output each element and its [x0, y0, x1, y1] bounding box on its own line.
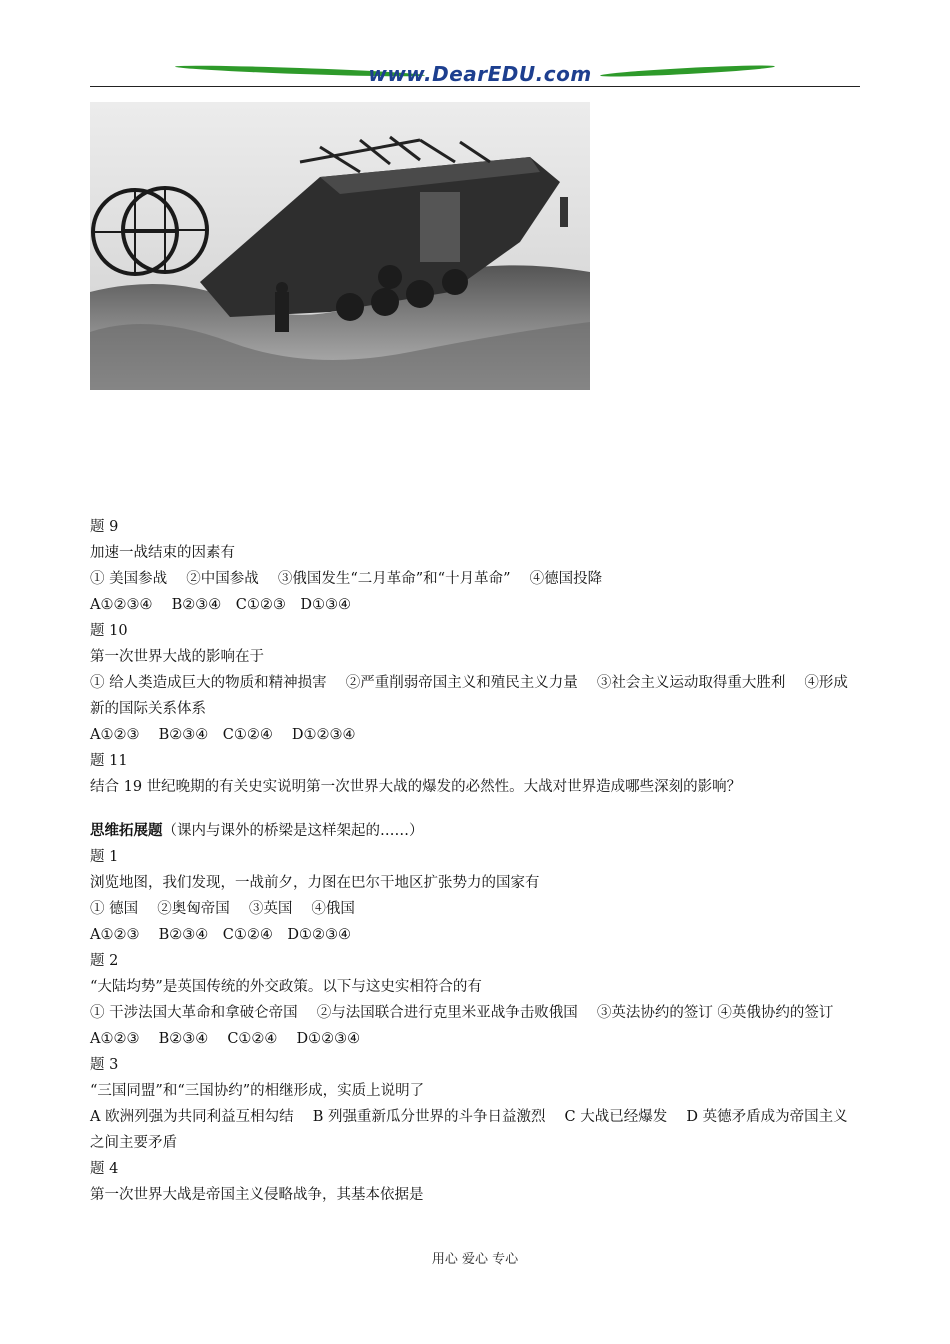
header-rule — [90, 86, 860, 87]
question-label: 题 10 — [90, 623, 128, 639]
question-stem: 第一次世界大战的影响在于 — [90, 649, 264, 665]
site-logo: www.DearEDU.com — [368, 62, 592, 86]
page-header — [90, 58, 860, 92]
document-body — [90, 514, 860, 1208]
question-stem: 浏览地图，我们发现，一战前夕，力图在巴尔干地区扩张势力的国家有 — [90, 875, 540, 891]
section-subtitle: （课内与课外的桥梁是这样架起的……） — [162, 823, 424, 839]
question-stem: 第一次世界大战是帝国主义侵略战争，其基本依据是 — [90, 1187, 424, 1203]
header-swoosh-right — [600, 63, 775, 78]
question-choices: A①②③ B②③④ C①②④ D①②③④ — [90, 927, 351, 943]
question-label: 题 3 — [90, 1057, 119, 1073]
question-stem: “大陆均势”是英国传统的外交政策。以下与这史实相符合的有 — [90, 979, 482, 995]
question-label: 题 1 — [90, 849, 119, 865]
question-options: ① 美国参战 ②中国参战 ③俄国发生“二月革命”和“十月革命” ④德国投降 — [90, 571, 603, 587]
question-stem: 加速一战结束的因素有 — [90, 545, 235, 561]
question-choices: A①②③④ B②③④ C①②③ D①③④ — [90, 597, 351, 613]
tank-photo — [90, 102, 590, 390]
question-options: ① 给人类造成巨大的物质和精神损害 ②严重削弱帝国主义和殖民主义力量 ③社会主义运动取得重大胜利 ④形成新的国际关系体系 — [90, 675, 848, 717]
question-label: 题 9 — [90, 519, 119, 535]
section-title: 思维拓展题 — [90, 822, 163, 839]
question-choices: A①②③ B②③④ C①②④ D①②③④ — [90, 727, 356, 743]
question-stem: “三国同盟”和“三国协约”的相继形成，实质上说明了 — [90, 1083, 425, 1099]
question-stem: 结合 19 世纪晚期的有关史实说明第一次世界大战的爆发的必然性。大战对世界造成哪些深刻的影响？ — [90, 779, 742, 795]
question-options: A 欧洲列强为共同利益互相勾结 B 列强重新瓜分世界的斗争日益激烈 C 大战已经爆发 D 英德矛盾成为帝国主义之间主要矛盾 — [90, 1109, 848, 1151]
question-choices: A①②③ B②③④ C①②④ D①②③④ — [90, 1031, 361, 1047]
question-options: ① 干涉法国大革命和拿破仑帝国 ②与法国联合进行克里米亚战争击败俄国 ③英法协约的签订 ④英俄协约的签订 — [90, 1005, 834, 1021]
question-label: 题 11 — [90, 753, 128, 769]
page-footer: 用心 爱心 专心 — [431, 1252, 519, 1267]
question-options: ① 德国 ②奥匈帝国 ③英国 ④俄国 — [90, 901, 355, 917]
question-label: 题 4 — [90, 1161, 119, 1177]
question-label: 题 2 — [90, 953, 119, 969]
section-heading — [90, 818, 860, 844]
